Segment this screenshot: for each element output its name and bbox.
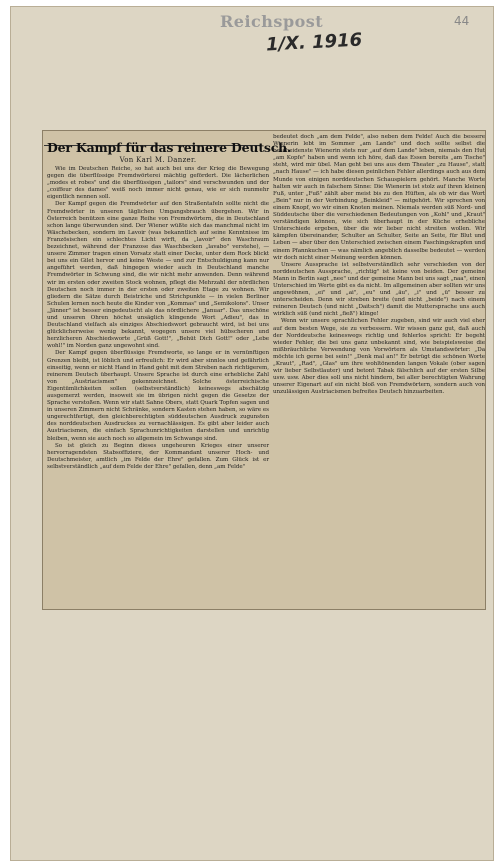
paragraph: Wie im Deutschen Reiche, so hat auch bei uns der Krieg die Bewegung gegen die überflüssige Fremdwörterei mächtig gefördert. Die lächerlichen „modes et robes" und die überflüssigen „tailors" sind verschwunden und der „coiffeur des dames" weiß noch immer nicht genau, wie er sich nunmehr eigentlich nennen soll. xyxy=(47,166,269,201)
newspaper-name-stamp: Reichspost xyxy=(220,12,324,31)
article-right-column xyxy=(273,134,485,396)
paragraph: Unsere Aussprache ist selbstverständlich sehr verschieden von der norddeutschen Aussprache, „richtig" ist keine von beiden. Der gemeine Mann in Berlin sagt „nee" und der gemeine Mann bei uns sagt „naa", einen Unterschied im Werte gibt es da nicht. Im allgemeinen aber sollten wir uns angewöhnen, „ei" und „ai", „eu" und „äu", „i" und „ü" besser zu unterscheiden. Denn wir streben breite (und nicht „beide") nach einem reineren Deutsch (und nicht „Daitsch") damit die Muttersprache uns auch wirklich süß (und nicht „fieß") klinge! xyxy=(273,261,485,318)
article-author: Von Karl M. Danzer. xyxy=(119,156,197,164)
article-title: Der Kampf für das reinere Deutsch. xyxy=(47,140,292,155)
paragraph: Wenn wir unsere sprachlichen Fehler zugeben, sind wir auch viel eher auf dem besten Wege, sie zu verbessern. Wir wissen ganz gut, daß auch der Norddeutsche keineswegs richtig und fehlerlos spricht: Er begeht wieder Fehler, die bei uns ganz unbekannt sind, wie beispielsweise die mißbräuchliche Verwendung von Vorwörtern als Umstandswörter: „Da möchte ich gerne bei sein!" „Denk mal an!" Er betrügt die schönen Worte „Kraut", „Rad", „Glas" um ihre wohltönenden langen Vokale (ober sagen wir lieber Selbstlauter) und betont Tabak fälschlich auf der ersten Silbe usw. usw. Aber dies soll uns nicht hindern, bei aller berechtigten Wahrung unserer Eigenart auf ein nicht bloß von Fremdwörtern, sondern auch von unzulässigen Austriacismen befreites Deutsch hinzuarbeiten. xyxy=(273,318,485,396)
article-left-column xyxy=(47,132,292,471)
paragraph: Der Kampf gegen die Fremdwörter auf den Straßentafeln sollte nicht die Fremdwörter in unseren täglichen Umgangsbrauch übergehen. Wir in Österreich benützen eine ganze Reihe von Fremdwörtern, die in Deutschland schon lange überwunden sind. Der Wiener wüßte sich das manchmal nicht im Wäschebecken, sondern im Lavoir (was bekanntlich auf seine Kenntnisse im Französischen ein schlechtes Licht wirft, da „lavoir" den Waschraum bezeichnet, während der Franzose das Waschbecken „lavabo" verstehe), — unsere Zimmer tragen einen Vorsatz statt einer Decke, unter dem Rock blickt bei uns ein Gilet hervor und keine Weste — und zur Entschuldigung kann nur angeführt werden, daß hingegen wieder auch in Deutschland manche Fremdwörter in Schwung sind, die wir nicht mehr anwenden. Denn während wir im ersten oder zweiten Stock wohnen, pflegt die Mehrzahl der nördlichen Deutschen noch immer in der ersten oder zweiten Etage zu wohnen. Wir gliedern die Sätze durch Beistriche und Strichpunkte — in vielen Berliner Schulen lernen noch heute die Kinder von „Kommas" und „Semikolons". Unser „Jänner" ist besser eingedeutscht als das nördlichere „Januar". Das unschöne und unseren Ohren höchst unsäglich klingende Wort „Adieu", das in Deutschland vielfach als einziges Abschiedswort gebraucht wird, ist bei uns glücklicherweise wenig bekannt, wogegen unsere viel hübscheren und herzlicheren Abschiedsworte „Grüß Gott!", „Behüt Dich Gott!" oder „Lebe wohl!" im Norden ganz ungewohnt sind. xyxy=(47,201,269,350)
page-number: 44 xyxy=(454,14,470,28)
paragraph: bedeutet doch „am dem Felde", also neben dem Felde! Auch die bessere Wienerin lebt im Sommer „am Lande" und doch sollte selbst die bescheidenste Wienerin stets nur „auf dem Lande" leben, niemals den Hut „am Kopfe" haben und wenn ich höre, daß das Essen bereits „am Tische" steht, wird mir übel. Man geht bei uns aus dem Theater „zu Hause", statt „nach Hause" — ich habe diesen peinlichen Fehler allerdings auch aus dem Munde von einigen norddeutschen Schauspielern gehört. Manche Worte halten wir auch in falschem Sinne: Die Wienerin ist stolz auf ihren kleinen Fuß, unter „Fuß" zählt aber meist bis zu den Hüften, als ob wir das Wort „Bein" nur in der Verbindung „Beinkleid" — mitgehört. Wir sprechen von einem Knopf, wo wir einen Knoten meinen. Niemals werden süß Nord- und Süddeutsche über die verschiedenen Bedeutungen von „Kohl" und „Kraut" verständigen können, wie sich überhaupt in der Küche erhebliche Unterschiede ergeben, über die wir lieber nicht streiten wollen. Wir kämpfen übereinander, Schulter an Schulter, Seite an Seite, für Blut und Leben — aber über den Unterschied zwischen einem Faschingskrapfen und einem Pfannkuchen — was nämlich angeblich dasselbe bedeutet — werden wir doch nicht einer Meinung werden können. xyxy=(273,134,485,261)
paragraph: So ist gleich zu Beginn dieses ungeheuren Krieges einer unserer hervorragendsten Stabsoffiziere, der Kommandant unserer Hoch- und Deutschmeister, amtlich „im Felde der Ehre" gefallen. Zum Glück ist er selbstverständlich „auf dem Felde der Ehre" gefallen, denn „am Felde" xyxy=(47,442,269,470)
handwritten-date: 1/X. 1916 xyxy=(265,29,363,56)
paragraph: Der Kampf gegen überflüssige Fremdworte, so lange er in vernünftigen Grenzen bleibt, ist löblich und erfreulich: Er wird aber sinnlos und gefährlich einseitig, wenn er nicht Hand in Hand geht mit dem Streben nach richtigerem, reinerem Deutsch überhaupt. Unsere Sprache ist durch eine erhebliche Zahl von „Austriacismen" gekennzeichnet. Solche österreichische Eigentümlichkeiten sollen (selbstverständlich) keineswegs abschätzig ausgemerzt werden, insoweit sie im übrigen nicht gegen die Gesetze der Sprache verstoßen. Wenn wir statt Sahne Obers, statt Quark Topfen sagen und in unseren Zimmern nicht Schränke, sondern Kasten stehen haben, so wäre es ungerechtfertigt, den gleichberechtigten süddeutschen Ausdruck zugunsten des norddeutschen Ausdruckes zu vernachlässigen. Es gibt aber leider auch Austriacismen, die einfach Sprachunrichtigkeiten darstellen und unrichtig bleiben, wenn sie auch noch so allgemein im Schwange sind. xyxy=(47,350,269,442)
